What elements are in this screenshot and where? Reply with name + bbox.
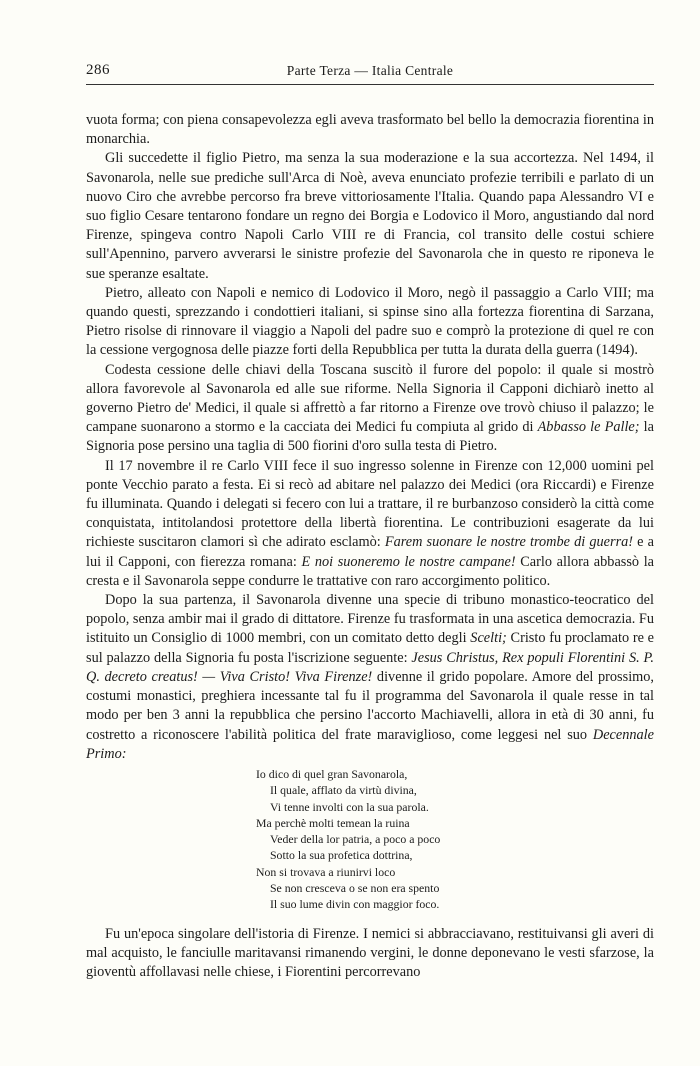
- poem-line: Veder della lor patria, a poco a poco: [270, 832, 441, 847]
- text-run: Carlo allora abbassò la cresta e il Savonarola seppe condurre le trattative con raro accorgimento politico.: [86, 553, 655, 589]
- running-head: Parte Terza — Italia Centrale: [286, 63, 454, 78]
- poem-line: Non si trovava a riunirvi loco: [256, 864, 396, 879]
- italic-text: Farem suonare le nostre trombe di guerra!: [384, 534, 634, 551]
- text-run: Pietro, alleato con Napoli e nemico di Lodovico il Moro, negò il passaggio a Carlo VIII; ma quando questi, sprezzando i condottieri italiani, si spinse sino alla fortezza fiorentina di Sarzana, Pietro risolse di rinnovare il viaggio a Napoli del padre suo e comprò la protezione di quel re con la cessione vergognosa delle piazze forti della Repubblica per tutta la durata della guerra (1494).: [86, 284, 654, 359]
- text-run: Cristo fu proclamato re e sul palazzo della Signoria fu posta l'iscrizione seguente:: [86, 630, 654, 666]
- poem-stanza: [256, 766, 654, 815]
- italic-text: Jesus Christus, Rex populi Florentini S. P. Q. decreto creatus! — Viva Cristo! Viva Firenze!: [86, 649, 654, 685]
- text-run: la Signoria pose persino una taglia di 500 fiorini d'oro sulla testa di Pietro.: [86, 419, 654, 455]
- page-number: 286: [86, 62, 110, 78]
- text-run: Il 17 novembre il re Carlo VIII fece il suo ingresso solenne in Firenze con 12,000 uomini pel ponte Vecchio parato a festa. Ei si recò ad abitare nel palazzo dei Medici (ora Riccardi) e Firenze fu illuminata. Quando i delegati si fecero con lui a trattare, il re burbanzoso considerò la città come conquistata, intitolandosi protettore della libertà fiorentina. Le contribuzioni esagerate da lui richieste suscitaron clamori sì che adirato esclamò:: [86, 457, 654, 551]
- page-header: [86, 58, 654, 85]
- poem-quotation: [256, 766, 654, 913]
- text-run: Dopo la sua partenza, il Savonarola divenne una specie di tribuno monastico-teocratico del popolo, senza ambir mai il grado di dittatore. Firenze fu trasformata in una ascetica democrazia. Fu istituito un Consiglio di 1000 membri, con un comitato detto degli: [86, 592, 654, 647]
- text-run: e a lui il Capponi, con fierezza romana:: [86, 534, 654, 570]
- italic-text: Decennale Primo:: [86, 726, 654, 762]
- poem-line: Ma perchè molti temean la ruina: [256, 815, 410, 830]
- italic-text: Scelti;: [470, 630, 507, 647]
- paragraph: [86, 111, 654, 149]
- poem-stanza: [256, 815, 654, 864]
- book-page: [86, 58, 654, 982]
- text-run: divenne il grido popolare. Amore del prossimo, costumi monastici, preghiera incessante tal fu il programma del Savonarola il quale resse in tal modo per ben 3 anni la repubblica che persino l'accorto Machiavelli, allora in età di 30 anni, fu costretto a riconoscere l'abilità politica del frate maraviglioso, come leggesi nel suo: [86, 668, 655, 743]
- poem-line: Sotto la sua profetica dottrina,: [270, 848, 413, 863]
- italic-text: Abbasso le Palle;: [537, 419, 640, 436]
- poem-line: Se non cresceva o se non era spento: [270, 880, 440, 895]
- paragraph: [86, 284, 654, 361]
- poem-line: Il suo lume divin con maggior foco.: [270, 897, 440, 912]
- poem-line: Il quale, afflato da virtù divina,: [270, 783, 417, 798]
- poem-line: Io dico di quel gran Savonarola,: [256, 766, 408, 781]
- paragraph-final: Fu un'epoca singolare dell'istoria di Firenze. I nemici si abbracciavano, restituivansi gli averi di mal acquisto, le fanciulle maritavansi rimanendo vergini, le donne deponevano le vesti sfarzose, la gioventù affollavasi nelle chiese, i Fiorentini percorrevano: [86, 925, 654, 980]
- text-run: Codesta cessione delle chiavi della Toscana suscitò il furore del popolo: il quale si mostrò allora favorevole al Savonarola ed alle sue riforme. Nella Signoria il Capponi dichiarò inetto al governo Pietro de' Medici, il quale si affrettò a far ritorno a Firenze ove trovò chiuso il palazzo; le campane suonarono a stormo e la cacciata dei Medici fu compiuta al grido di: [86, 361, 654, 436]
- paragraph: [86, 591, 654, 764]
- paragraph: [86, 457, 654, 591]
- poem-stanza: [256, 864, 654, 913]
- poem-line: Vi tenne involti con la sua parola.: [270, 799, 429, 814]
- paragraph: [86, 361, 654, 457]
- paragraph: [86, 149, 654, 283]
- text-run: vuota forma; con piena consapevolezza egli aveva trasformato bel bello la democrazia fiorentina in monarchia.: [86, 112, 654, 148]
- italic-text: E noi suoneremo le nostre campane!: [301, 553, 516, 570]
- text-run: Gli succedette il figlio Pietro, ma senza la sua moderazione e la sua accortezza. Nel 1494, il Savonarola, nelle sue prediche sull'Arca di Noè, aveva enunciato profezie terribili e parlato di un nuovo Ciro che avrebbe percorso fra breve vittoriosamente l'Italia. Quando papa Alessandro VI e suo figlio Cesare tentarono fondare un regno dei Borgia e Lodovico il Moro, angustiando dal nord Firenze, spingeva contro Napoli Carlo VIII re di Francia, col transito delle costui schiere sull'Apennino, parvero avverarsi le sinistre profezie del Savonarola che in questo re riponeva le sue speranze esaltate.: [86, 150, 654, 282]
- body-text: [86, 111, 654, 982]
- paragraphs: [86, 111, 654, 764]
